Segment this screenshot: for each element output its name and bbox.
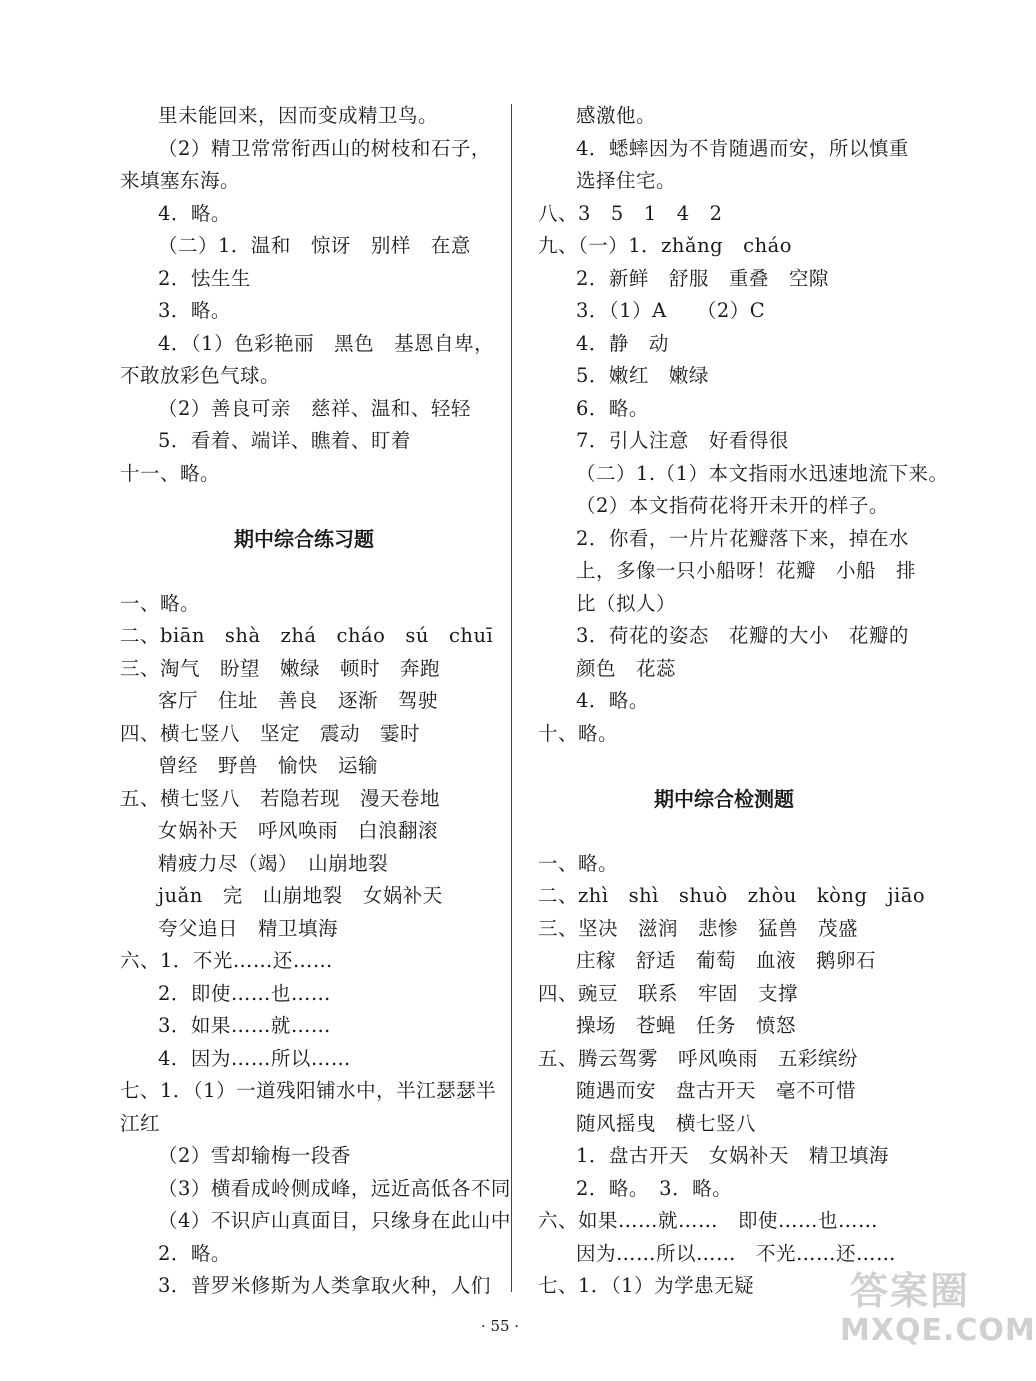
answer-line: 客厅 住址 善良 逐渐 驾驶	[158, 689, 439, 712]
spacer	[538, 815, 910, 848]
answer-line: 八、3 5 1 4 2	[538, 201, 723, 225]
answer-line: 女娲补天 呼风唤雨 白浪翻滚	[158, 819, 439, 842]
answer-line: 七、1．（1）为学患无疑	[538, 1274, 755, 1297]
answer-line: 随遇而安 盘古开天 毫不可惜	[576, 1079, 857, 1102]
answer-line: 4．略。	[158, 201, 231, 225]
answer-line: 精疲力尽（竭） 山崩地裂	[158, 851, 389, 875]
answer-line: 九、（一）1．zhǎng cháo	[538, 234, 793, 257]
answer-line: 六、如果……就…… 即使……也……	[538, 1209, 879, 1232]
spacer	[120, 555, 488, 588]
answer-line: 不敢放彩色气球。	[120, 364, 281, 387]
answer-line: （2）雪却输梅一段香	[158, 1144, 351, 1167]
answer-line: 上，多像一只小船呀！花瓣 小船 排	[576, 559, 917, 582]
answer-line: 6．略。	[576, 396, 649, 420]
answer-line: 江红	[120, 1111, 161, 1135]
answer-line: （2）善良可亲 慈祥、温和、轻轻	[158, 396, 471, 420]
answer-line: 4．静 动	[576, 331, 669, 355]
answer-line: 三、坚决 滋润 悲惨 猛兽 茂盛	[538, 916, 859, 940]
answer-line: 曾经 野兽 愉快 运输	[158, 754, 379, 777]
answer-line: （二）1.（1）本文指雨水迅速地流下来。	[576, 461, 949, 485]
answer-line: 因为……所以…… 不光……还……	[576, 1241, 897, 1265]
answer-line: 十、略。	[538, 721, 619, 745]
answer-line: （2）精卫常常衔西山的树枝和石子，	[158, 136, 491, 160]
answer-line: 十一、略。	[120, 461, 221, 485]
answer-line: 4．蟋蟀因为不肯随遇而安，所以慎重	[576, 136, 909, 160]
section-heading: 期中综合练习题	[234, 526, 374, 551]
answer-line: 颜色 花蕊	[576, 656, 677, 680]
answer-line: 2．略。 3．略。	[576, 1176, 733, 1200]
answer-line: 选择住宅。	[576, 169, 677, 192]
spacer	[538, 750, 910, 783]
watermark-top-text: 答案圈	[849, 1269, 970, 1313]
column-divider	[511, 104, 512, 1292]
answer-line: 里未能回来，因而变成精卫鸟。	[158, 104, 439, 127]
answer-line: 二、zhì shì shuò zhòu kòng jiāo	[538, 884, 926, 907]
answer-line: 4．（1）色彩艳丽 黑色 基恩自卑，	[158, 331, 495, 355]
answer-line: 1．盘古开天 女娲补天 精卫填海	[576, 1144, 889, 1167]
answer-line: 4．因为……所以……	[158, 1046, 351, 1070]
spacer	[120, 490, 488, 523]
answer-line: 3．（1）A （2）C	[576, 299, 766, 322]
answer-line: 四、横七竖八 坚定 震动 霎时	[120, 721, 421, 745]
answer-line: 比（拟人）	[576, 591, 677, 615]
answer-line: 2．即使……也……	[158, 981, 331, 1005]
answer-line: 7．引人注意 好看得很	[576, 429, 789, 452]
answer-line: 3．普罗米修斯为人类拿取火种，人们	[158, 1274, 491, 1297]
answer-line: 4．略。	[576, 689, 649, 712]
answer-line: 操场 苍蝇 任务 愤怒	[576, 1014, 797, 1037]
answer-line: 二、biān shà zhá cháo sú chuī	[120, 624, 494, 647]
answer-line: （2）本文指荷花将开未开的样子。	[576, 494, 889, 517]
answer-line: 夸父追日 精卫填海	[158, 916, 339, 940]
answer-line: juǎn 完 山崩地裂 女娲补天	[158, 884, 443, 907]
watermark-logo	[840, 1268, 1036, 1363]
answer-line: 2．你看，一片片花瓣落下来，掉在水	[576, 526, 909, 550]
answer-line: 2．略。	[158, 1241, 231, 1265]
answer-line: 一、略。	[120, 591, 201, 615]
left-column	[120, 100, 511, 1303]
answer-line: （3）横看成岭侧成峰，远近高低各不同	[158, 1176, 511, 1200]
answer-line: （4）不识庐山真面目，只缘身在此山中	[158, 1209, 511, 1232]
answer-line: 5．嫩红 嫩绿	[576, 364, 709, 387]
watermark-bottom-text: MXQE.COM	[840, 1313, 1036, 1348]
answer-line: 3．荷花的姿态 花瓣的大小 花瓣的	[576, 624, 909, 647]
answer-line: 3．略。	[158, 299, 231, 322]
page-number: · 55 ·	[480, 1317, 520, 1335]
answer-line: 2．新鲜 舒服 重叠 空隙	[576, 266, 829, 290]
answer-line: 四、豌豆 联系 牢固 支撑	[538, 981, 799, 1005]
answer-line: 庄稼 舒适 葡萄 血液 鹅卵石	[576, 949, 877, 972]
answer-line: 七、1．（1）一道残阳铺水中，半江瑟瑟半	[120, 1079, 497, 1102]
answer-line: 5．看着、端详、瞧着、盯着	[158, 429, 411, 452]
answer-line: 六、1．不光……还……	[120, 949, 333, 972]
answer-line: 2．怯生生	[158, 266, 251, 290]
answer-line: （二）1．温和 惊讶 别样 在意	[158, 234, 471, 257]
section-heading: 期中综合检测题	[654, 786, 794, 811]
answer-line: 五、横七竖八 若隐若现 漫天卷地	[120, 786, 441, 810]
answer-line: 一、略。	[538, 851, 619, 875]
answer-line: 随风摇曳 横七竖八	[576, 1111, 757, 1135]
answer-line: 来填塞东海。	[120, 169, 241, 192]
answer-line: 五、腾云驾雾 呼风唤雨 五彩缤纷	[538, 1046, 859, 1070]
answer-line: 感激他。	[576, 104, 657, 127]
answer-line: 3．如果……就……	[158, 1014, 331, 1037]
answer-line: 三、淘气 盼望 嫩绿 顿时 奔跑	[120, 656, 441, 680]
